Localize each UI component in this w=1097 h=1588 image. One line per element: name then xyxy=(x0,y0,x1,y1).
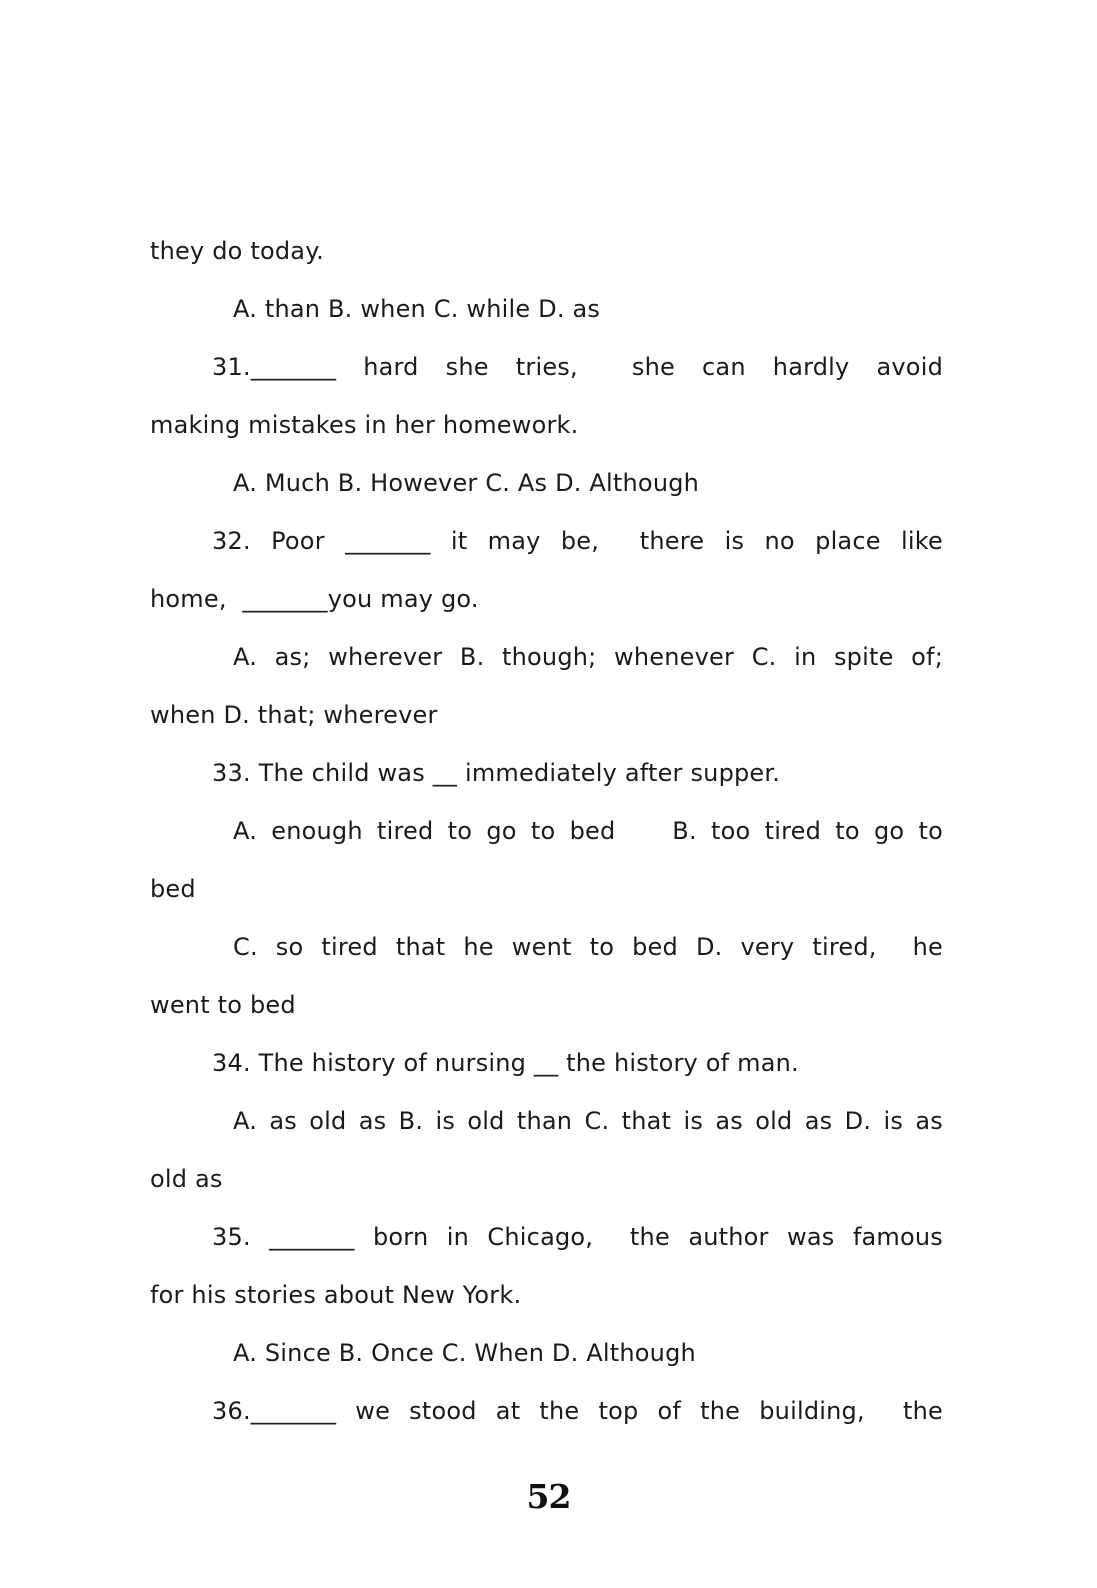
page-number: 52 xyxy=(526,1477,571,1516)
q32-continuation-line: home, _______you may go. xyxy=(150,585,479,613)
q32-options-line-1: A. as; wherever B. though; whenever C. in spite of; xyxy=(233,643,943,671)
q31-continuation-line: making mistakes in her homework. xyxy=(150,411,579,439)
q33-stem-line: 33. The child was __ immediately after supper. xyxy=(212,759,781,787)
q30-continuation-line: they do today. xyxy=(150,237,325,265)
q32-options-line-2: when D. that; wherever xyxy=(150,701,438,729)
q31-stem-line: 31._______ hard she tries, she can hardly avoid xyxy=(212,353,943,381)
q34-stem-line: 34. The history of nursing __ the history of man. xyxy=(212,1049,799,1077)
text-block xyxy=(150,222,943,1440)
q33-options-line-2: bed xyxy=(150,875,196,903)
q33-options-line-4: went to bed xyxy=(150,991,296,1019)
q34-options-line-1: A. as old as B. is old than C. that is as old as D. is as xyxy=(233,1107,943,1135)
q30-options-line: A. than B. when C. while D. as xyxy=(233,295,601,323)
q34-options-line-2: old as xyxy=(150,1165,223,1193)
q31-options-line: A. Much B. However C. As D. Although xyxy=(233,469,700,497)
q36-stem-line: 36._______ we stood at the top of the building, the xyxy=(212,1397,943,1425)
q35-stem-line: 35. _______ born in Chicago, the author was famous xyxy=(212,1223,943,1251)
q35-options-line: A. Since B. Once C. When D. Although xyxy=(233,1339,696,1367)
q33-options-line-1: A. enough tired to go to bed B. too tired to go to xyxy=(233,817,943,845)
q33-options-line-3: C. so tired that he went to bed D. very tired, he xyxy=(233,933,943,961)
q32-stem-line: 32. Poor _______ it may be, there is no place like xyxy=(212,527,943,555)
q35-continuation-line: for his stories about New York. xyxy=(150,1281,522,1309)
